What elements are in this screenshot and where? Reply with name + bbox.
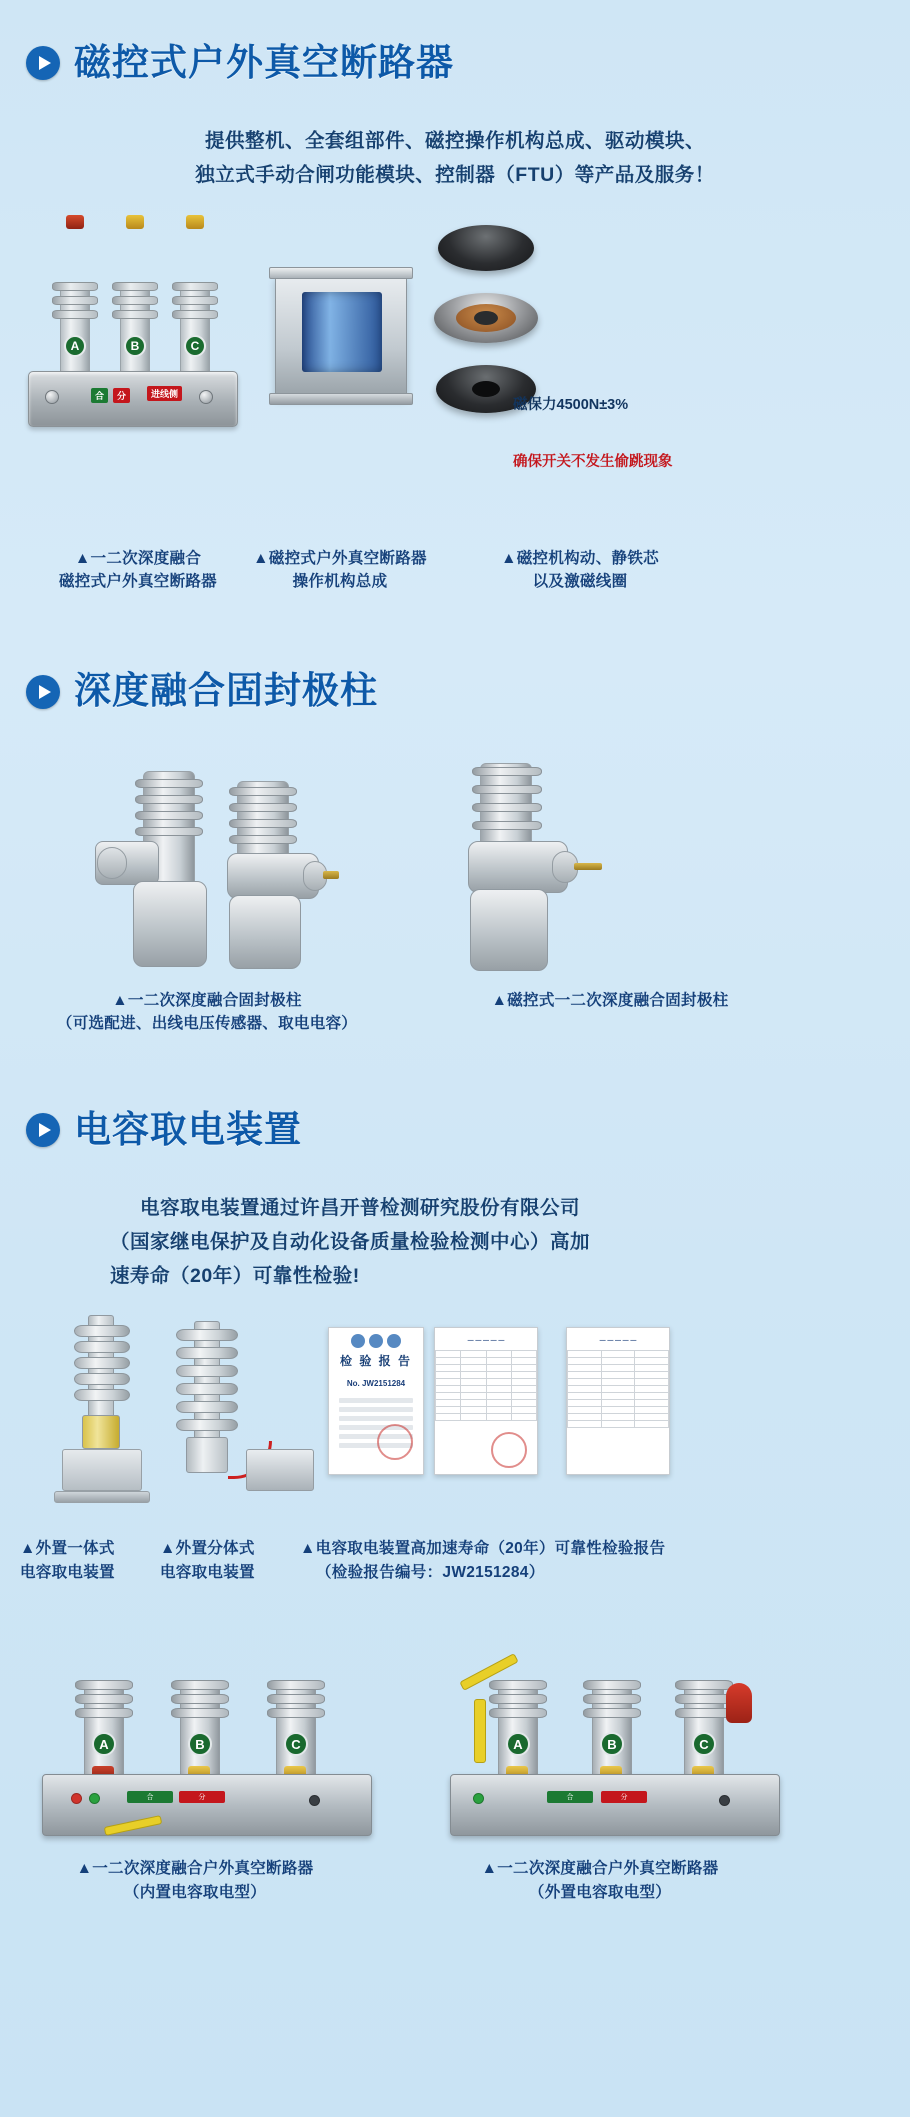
caption-external-capacitor-breaker: ▲一二次深度融合户外真空断路器 （外置电容取电型） [481,1860,719,1901]
caption-breaker-unit: ▲一二次深度融合 磁控式户外真空断路器 [58,549,217,590]
image-test-report-page-1: — — — — — [434,1327,538,1475]
image-breaker-unit [28,217,243,427]
section-3-lead-line-2: （国家继电保护及自动化设备质量检验检测中心）高加 [110,1231,591,1254]
image-breaker-builtin-capacitor [42,1621,382,1836]
section-1-lead [75,124,835,192]
image-test-report-cover [328,1327,424,1475]
section-3-captions [0,1537,910,1593]
section-4-captions [0,1857,910,1917]
section-2-title: 深度融合固封极柱 [74,670,378,712]
section-bottom-breakers [0,1593,910,1943]
section-2-captions [0,989,910,1045]
section-3-images [0,1311,910,1561]
cert-title: 检 验 报 告 [339,1354,412,1369]
yellow-rod [474,1699,486,1763]
phase-label-b: B [124,335,146,357]
caption-split-device: ▲外置分体式 电容取电装置 [160,1540,255,1581]
cert-table [435,1350,537,1421]
caption-integrated-device: ▲外置一体式 电容取电装置 [20,1540,115,1581]
tag-close: 合 [127,1791,173,1803]
section-1-heading [0,18,910,108]
section-1-lead-line-1: 提供整机、全套组部件、磁控操作机构总成、驱动模块、 [204,130,705,153]
cert-logos [329,1334,423,1348]
section-3-lead-line-1: 电容取电装置通过许昌开普检测研究股份有限公司 [140,1197,581,1219]
note-no-false-trip: 确保开关不发生偷跳现象 [513,453,673,470]
phase-label-c: C [692,1732,716,1756]
capacitor-box [246,1449,314,1491]
breaker-frame [42,1774,372,1836]
magnet-disc-middle [434,293,538,343]
red-seal-stamp [377,1424,413,1460]
image-split-capacitor-device [150,1321,310,1526]
section-1-lead-line-2: 独立式手动合闸功能模块、控制器（FTU）等产品及服务！ [195,164,715,187]
section-3-heading [0,1085,910,1175]
phase-label-c: C [284,1732,308,1756]
caption-magnet-cores: ▲磁控机构动、静铁芯 以及激磁线圈 [501,549,659,590]
section-2-heading [0,647,910,737]
play-triangle-icon [26,1113,60,1147]
image-embedded-pole-2 [205,781,365,971]
play-triangle-icon [26,675,60,709]
section-3-lead [110,1191,840,1293]
section-3-title: 电容取电装置 [74,1108,302,1150]
section-embedded-pole [0,605,910,1045]
image-breaker-external-capacitor [450,1621,790,1836]
tag-open: 分 [113,388,130,403]
breaker-pole-a [54,225,96,375]
image-embedded-pole-3 [440,763,620,973]
image-magnet-cores [438,225,538,413]
section-capacitive-power [0,1045,910,1594]
section-1-images [0,205,910,470]
caption-builtin-capacitor-breaker: ▲一二次深度融合户外真空断路器 （内置电容取电型） [76,1860,314,1901]
tag-open: 分 [179,1791,225,1803]
section-1-title: 磁控式户外真空断路器 [74,41,454,83]
tag-close: 合 [547,1791,593,1803]
section-3-lead-line-3: 速寿命（20年）可靠性检验! [110,1265,360,1288]
cert-subtitle: No. JW2151284 [346,1379,406,1389]
red-insulator-cap [726,1683,752,1723]
tag-close: 合 [91,388,108,403]
breaker-pole-b [114,225,156,375]
breaker-base [28,371,238,427]
breaker-pole-c [174,225,216,375]
breaker-frame [450,1774,780,1836]
phase-label-b: B [600,1732,624,1756]
section-2-images [0,751,910,981]
cert-table [567,1350,669,1428]
phase-label-a: A [92,1732,116,1756]
section-magnetic-breaker [0,0,910,605]
play-triangle-icon [26,46,60,80]
caption-embedded-pole-fusion: ▲一二次深度融合固封极柱 （可选配进、出线电压传感器、取电电容） [56,991,358,1032]
magnet-disc-top [438,225,534,271]
phase-label-c: C [184,335,206,357]
tag-incoming-side: 进线侧 [147,386,182,401]
tag-open: 分 [601,1791,647,1803]
caption-test-report: ▲电容取电装置高加速寿命（20年）可靠性检验报告 （检验报告编号：JW2151284） [300,1540,666,1581]
section-4-images [0,1617,910,1847]
note-holding-force: 磁保力4500N±3% [513,396,629,413]
caption-mechanism: ▲磁控式户外真空断路器 操作机构总成 [253,549,427,590]
image-operating-mechanism [275,275,407,397]
section-1-captions [0,547,910,605]
phase-label-a: A [64,335,86,357]
caption-embedded-pole-magnetic: ▲磁控式一二次深度融合固封极柱 [491,991,729,1009]
red-seal-stamp [491,1432,527,1468]
phase-label-a: A [506,1732,530,1756]
phase-label-b: B [188,1732,212,1756]
image-test-report-page-2: — — — — — [566,1327,670,1475]
